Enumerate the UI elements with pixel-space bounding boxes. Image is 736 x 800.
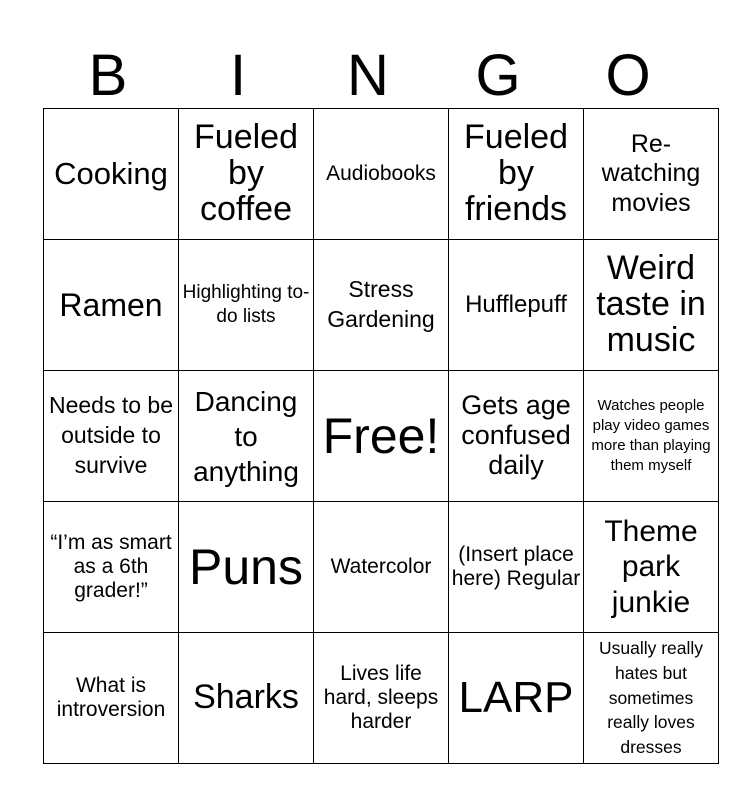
bingo-cell[interactable]: What is introversion bbox=[44, 633, 179, 764]
header-letter-b: B bbox=[88, 43, 128, 108]
bingo-board bbox=[43, 108, 719, 764]
bingo-cell[interactable]: (Insert place here) Regular bbox=[449, 502, 584, 633]
bingo-cell[interactable]: Usually really hates but sometimes really loves dresses bbox=[584, 633, 719, 764]
header-letter-o: O bbox=[605, 43, 651, 108]
bingo-cell[interactable]: Fueled by coffee bbox=[179, 109, 314, 240]
bingo-cell[interactable]: Weird taste in music bbox=[584, 240, 719, 371]
bingo-cell[interactable]: Dancing to anything bbox=[179, 371, 314, 502]
board-row bbox=[44, 633, 719, 764]
bingo-cell[interactable]: Fueled by friends bbox=[449, 109, 584, 240]
bingo-cell[interactable]: Stress Gardening bbox=[314, 240, 449, 371]
board-row bbox=[44, 240, 719, 371]
bingo-cell[interactable]: Highlighting to-do lists bbox=[179, 240, 314, 371]
bingo-header bbox=[43, 44, 693, 108]
bingo-cell[interactable]: Watches people play video games more than playing them myself bbox=[584, 371, 719, 502]
board-row bbox=[44, 502, 719, 633]
bingo-cell[interactable]: Lives life hard, sleeps harder bbox=[314, 633, 449, 764]
bingo-cell[interactable]: “I’m as smart as a 6th grader!” bbox=[44, 502, 179, 633]
board-row bbox=[44, 371, 719, 502]
bingo-cell[interactable]: Cooking bbox=[44, 109, 179, 240]
board-row bbox=[44, 109, 719, 240]
header-letter-g: G bbox=[475, 43, 521, 108]
free-space-cell[interactable]: Free! bbox=[314, 371, 449, 502]
header-letter-i: I bbox=[229, 43, 247, 108]
bingo-cell[interactable]: Sharks bbox=[179, 633, 314, 764]
bingo-cell[interactable]: LARP bbox=[449, 633, 584, 764]
bingo-cell[interactable]: Ramen bbox=[44, 240, 179, 371]
bingo-cell[interactable]: Audiobooks bbox=[314, 109, 449, 240]
bingo-cell[interactable]: Watercolor bbox=[314, 502, 449, 633]
bingo-cell[interactable]: Needs to be outside to survive bbox=[44, 371, 179, 502]
bingo-cell[interactable]: Theme park junkie bbox=[584, 502, 719, 633]
bingo-cell[interactable]: Gets age confused daily bbox=[449, 371, 584, 502]
bingo-cell[interactable]: Hufflepuff bbox=[449, 240, 584, 371]
bingo-cell[interactable]: Re-watching movies bbox=[584, 109, 719, 240]
header-letter-n: N bbox=[347, 43, 389, 108]
bingo-cell[interactable]: Puns bbox=[179, 502, 314, 633]
